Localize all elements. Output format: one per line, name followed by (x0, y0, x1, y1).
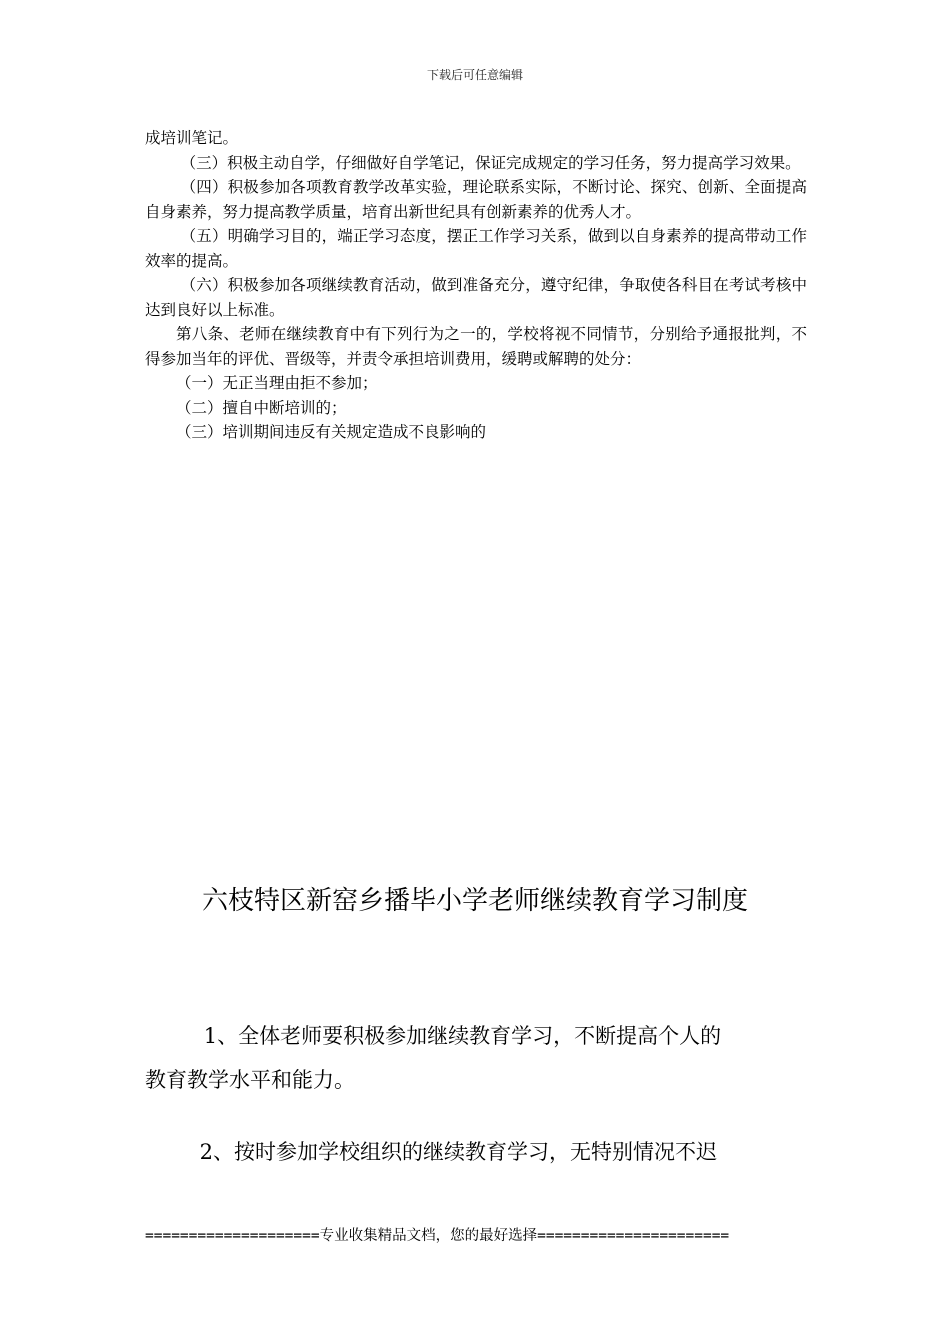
list-item: （三）培训期间违反有关规定造成不良影响的 (176, 423, 487, 441)
document-title: 六枝特区新窑乡播毕小学老师继续教育学习制度 (201, 886, 748, 916)
paragraph: 成培训笔记。 (145, 129, 239, 147)
footer-rule-right: ====================== (537, 1228, 730, 1244)
document-body-lower (145, 1014, 807, 1202)
paragraph: （五）明确学习目的，端正学习态度，摆正工作学习关系，做到以自身素养的提高带动工作效率的提高。 (145, 227, 807, 270)
page-footer (145, 1226, 807, 1246)
list-item: （二）擅自中断培训的； (176, 398, 347, 417)
paragraph: （四）积极参加各项教育教学改革实验，理论联系实际，不断讨论、探究、创新、全面提高自身素养，努力提高教学质量，培育出新世纪具有创新素养的优秀人才。 (145, 178, 807, 221)
paragraph: （六）积极参加各项继续教育活动，做到准备充分，遵守纪律，争取使各科目在考试考核中达到良好以上标准。 (145, 276, 807, 319)
paragraph: 教育教学水平和能力。 (145, 1068, 355, 1092)
list-item: （一）无正当理由拒不参加； (176, 374, 378, 392)
paragraph: 第八条、老师在继续教育中有下列行为之一的，学校将视不同情节，分别给予通报批判，不得参加当年的评优、晋级等，并责令承担培训费用，缓聘或解聘的处分： (145, 325, 807, 368)
paragraph: 1、全体老师要积极参加继续教育学习，不断提高个人的 (203, 1024, 722, 1048)
page-header: 下载后可任意编辑 (426, 68, 523, 82)
paragraph: （三）积极主动自学，仔细做好自学笔记，保证完成规定的学习任务，努力提高学习效果。 (180, 153, 801, 172)
footer-text: 专业收集精品文档，您的最好选择 (319, 1228, 538, 1244)
paragraph: 2、按时参加学校组织的继续教育学习，无特别情况不迟 (199, 1140, 717, 1164)
footer-rule-left: ==================== (145, 1228, 320, 1244)
document-body-upper (145, 126, 807, 445)
